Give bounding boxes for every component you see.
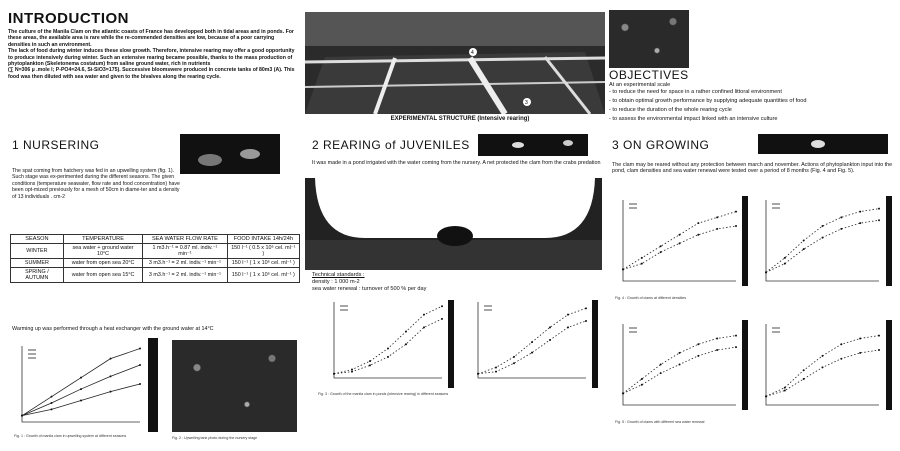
- warming-note: Warming up was performed through a heat exchanger with the ground water at 14°C: [12, 326, 214, 332]
- data-point: [716, 349, 718, 351]
- data-point: [859, 352, 861, 354]
- chart-axis: [766, 200, 879, 281]
- fig5a-growth-chart: [615, 318, 740, 413]
- data-point: [622, 268, 624, 270]
- data-point: [423, 314, 425, 316]
- data-point: [585, 320, 587, 322]
- data-point: [679, 352, 681, 354]
- data-point: [641, 378, 643, 380]
- data-point: [333, 373, 335, 375]
- data-point: [531, 352, 533, 354]
- data-point: [840, 216, 842, 218]
- series-line: [766, 336, 879, 397]
- chart-axis: [478, 302, 586, 378]
- data-point: [803, 248, 805, 250]
- data-point: [110, 375, 112, 377]
- pond-structure-illustration: [305, 12, 605, 114]
- series-line: [766, 220, 879, 272]
- data-point: [840, 358, 842, 360]
- data-point: [351, 369, 353, 371]
- intro-title: INTRODUCTION: [8, 10, 129, 27]
- series-line: [334, 306, 442, 374]
- data-point: [441, 318, 443, 320]
- data-point: [840, 343, 842, 345]
- data-point: [660, 364, 662, 366]
- data-point: [697, 234, 699, 236]
- fig4-caption: Fig. 4 : Growth of clams at different densities: [615, 296, 687, 300]
- data-point: [513, 356, 515, 358]
- objective-item: - to reduce the need for space in a rather confined littoral environment: [609, 89, 782, 96]
- pond-net-photo: [305, 178, 602, 270]
- experimental-structure-photo: [305, 12, 605, 114]
- growing-header-photo: [758, 134, 888, 154]
- nursering-text: The spat coming from hatchery was fed in an upwelling system (fig. 1). Such stage was ex-perimented during the different seasons. The given conditions (temperature seawater, flow rate and food concentration) have been opt-mized previously for a mesh of 50cm in diame-ter and a density of 13 individuals . cm-2: [12, 168, 180, 200]
- series-line: [766, 209, 879, 273]
- tech-renewal: sea water renewal : turnover of 500 % per day: [312, 286, 427, 292]
- data-point: [405, 343, 407, 345]
- series-line: [623, 212, 736, 270]
- data-point: [735, 225, 737, 227]
- svg-text:3: 3: [525, 100, 528, 106]
- upwelling-photo: [180, 134, 280, 174]
- fig4b-side-bar: [886, 196, 892, 286]
- growing-text: The clam may be reared without any protection between march and november. Actions of phytoplankton input into the pond, clam densities and sea water renewal were tested over a period of 8 months (Fig. 4 and Fig. 5).: [612, 162, 893, 175]
- objectives-section: [609, 68, 894, 128]
- data-point: [139, 348, 141, 350]
- data-point: [784, 263, 786, 265]
- data-point: [878, 208, 880, 210]
- data-point: [822, 355, 824, 357]
- intro-section: [8, 10, 298, 130]
- data-point: [716, 228, 718, 230]
- fig4a-growth-chart: [615, 194, 740, 289]
- intro-paragraph-3: (∑ N=306 µ .mole l; P-PO4=24.6, Si-SiO3=175). Successive bloomswere produced in concrete tanks of 80m3 (A). This food was then diluted with sea water and given to the bivalves along the rearing cycle.: [8, 67, 295, 80]
- data-point: [859, 222, 861, 224]
- data-point: [840, 228, 842, 230]
- data-point: [641, 257, 643, 259]
- data-point: [784, 257, 786, 259]
- data-point: [641, 384, 643, 386]
- season-table: [10, 234, 300, 283]
- data-point: [679, 242, 681, 244]
- series-line: [478, 308, 586, 373]
- data-point: [765, 395, 767, 397]
- chart-axis: [22, 346, 140, 422]
- data-point: [660, 251, 662, 253]
- data-point: [495, 366, 497, 368]
- data-point: [110, 391, 112, 393]
- data-point: [878, 335, 880, 337]
- table-header: TEMPERATURE: [63, 235, 142, 244]
- data-point: [660, 372, 662, 374]
- fig1-growth-chart: [14, 340, 144, 430]
- data-point: [660, 245, 662, 247]
- data-point: [139, 383, 141, 385]
- data-point: [80, 377, 82, 379]
- data-point: [567, 326, 569, 328]
- chart-axis: [334, 302, 442, 378]
- fig5a-side-bar: [742, 320, 748, 410]
- data-point: [549, 339, 551, 341]
- table-row: WINTER sea water + ground water 10°C 1 m3.h⁻¹ = 0.87 ml. indiv.⁻¹ min⁻¹ 150 l⁻¹ ( 0.5 x 10⁶ cel. ml⁻¹ ): [11, 244, 300, 259]
- data-point: [697, 222, 699, 224]
- data-point: [859, 211, 861, 213]
- fig5b-side-bar: [886, 320, 892, 410]
- data-point: [641, 263, 643, 265]
- data-point: [441, 305, 443, 307]
- objective-item: - to obtain optimal growth performance by supplying adequate quantities of food: [609, 98, 807, 105]
- data-point: [803, 369, 805, 371]
- fig3-side-bar: [448, 300, 454, 388]
- data-point: [878, 349, 880, 351]
- data-point: [735, 335, 737, 337]
- data-point: [859, 337, 861, 339]
- fig5b-growth-chart: [758, 318, 883, 413]
- data-point: [21, 415, 23, 417]
- fig3-caption: Fig. 3 : Growth of the manila clam in ponds (intensive rearing) in different seasons: [318, 392, 449, 396]
- growing-title: 3 ON GROWING: [612, 138, 710, 152]
- data-point: [803, 378, 805, 380]
- nursery-tank-photo: [172, 340, 297, 432]
- data-point: [567, 314, 569, 316]
- tech-density: density : 1 000 m-2: [312, 279, 360, 285]
- data-point: [697, 355, 699, 357]
- data-point: [679, 234, 681, 236]
- table-header: SEA WATER FLOW RATE: [143, 235, 227, 244]
- data-point: [495, 371, 497, 373]
- data-point: [51, 408, 53, 410]
- data-point: [351, 371, 353, 373]
- intro-paragraph-2: The lack of food during winter induces these slow growth. Therefore, intensive rearing may offer a good opportunity to produce intensively during winter. Such an extensive rearing became possible, thanks to the mass production of phytoplankton (Skeletonema costatum) from saline ground water, rich in nutrients: [8, 48, 295, 68]
- data-point: [679, 364, 681, 366]
- data-point: [622, 392, 624, 394]
- objective-item: - to assess the environmental impact linked with an intensive culture: [609, 116, 778, 123]
- fig2-caption: Fig. 2 : Upwelling tank photo during the nursery stage: [172, 436, 258, 440]
- data-point: [477, 373, 479, 375]
- data-point: [878, 219, 880, 221]
- data-point: [139, 364, 141, 366]
- fig4a-side-bar: [742, 196, 748, 286]
- data-point: [80, 399, 82, 401]
- table-row: SPRING / AUTUMN water from open sea 15°C 3 m3.h⁻¹ = 2 ml. indiv.⁻¹ min⁻¹ 150 l⁻¹ ( 1 x 10⁶ cel. ml⁻¹ ): [11, 268, 300, 283]
- fig1-caption: Fig. 1 : Growth of manila clam in upwelling system at different seasons: [14, 434, 127, 438]
- data-point: [716, 216, 718, 218]
- series-line: [623, 226, 736, 269]
- rearing-header-photo: [478, 134, 588, 156]
- tech-title: Technical standards :: [312, 272, 365, 278]
- rearing-title: 2 REARING of JUVENILES: [312, 138, 470, 152]
- data-point: [387, 347, 389, 349]
- data-point: [80, 388, 82, 390]
- svg-text:4: 4: [471, 50, 474, 56]
- data-point: [697, 343, 699, 345]
- data-point: [51, 396, 53, 398]
- series-line: [766, 350, 879, 396]
- data-point: [549, 326, 551, 328]
- data-point: [387, 356, 389, 358]
- data-point: [784, 387, 786, 389]
- data-point: [822, 225, 824, 227]
- data-point: [716, 337, 718, 339]
- data-point: [513, 362, 515, 364]
- series-line: [334, 319, 442, 374]
- data-point: [822, 366, 824, 368]
- objectives-list: [609, 88, 894, 124]
- nursering-title: 1 NURSERING: [12, 138, 100, 152]
- fig3a-growth-chart: [326, 296, 446, 386]
- crab-icon: [437, 226, 473, 246]
- experimental-structure-caption: EXPERIMENTAL STRUCTURE (Intensive rearing): [390, 116, 530, 122]
- series-line: [22, 365, 140, 416]
- series-line: [623, 347, 736, 393]
- table-header: FOOD INTAKE 14h/24h: [227, 235, 299, 244]
- objectives-title: OBJECTIVES: [609, 68, 689, 82]
- data-point: [803, 240, 805, 242]
- objective-item: - to reduce the duration of the whole rearing cycle: [609, 107, 732, 114]
- series-line: [478, 321, 586, 374]
- data-point: [110, 358, 112, 360]
- chart-axis: [766, 324, 879, 405]
- data-point: [585, 307, 587, 309]
- fig4b-growth-chart: [758, 194, 883, 289]
- tech-standards: [312, 272, 592, 293]
- data-point: [531, 341, 533, 343]
- intro-paragraph-1: The culture of the Manila Clam on the atlantic coasts of France has developped both in tidal areas and in ponds. For these areas, the available area is rare while the re-commended densities are low, because of a poor carrying densities in such an environment.: [8, 29, 294, 48]
- data-point: [735, 211, 737, 213]
- data-point: [765, 271, 767, 273]
- data-point: [735, 346, 737, 348]
- data-point: [369, 360, 371, 362]
- data-point: [369, 364, 371, 366]
- rearing-text: It was made in a pond irrigated with the water coming from the nursery. A net protected the clam from the crabs predation: [312, 160, 601, 166]
- chart-axis: [623, 200, 736, 281]
- table-header: SEASON: [11, 235, 64, 244]
- objectives-lead: At an experimental scale: [609, 82, 671, 88]
- fig3b-growth-chart: [470, 296, 590, 386]
- series-line: [22, 349, 140, 416]
- objectives-photo: [609, 10, 689, 68]
- fig5-caption: Fig. 5 : Growth of clams with different sea water renewal: [615, 420, 705, 424]
- table-row: SUMMER water from open sea 20°C 3 m3.h⁻¹ = 2 ml. indiv.⁻¹ min⁻¹ 150 l⁻¹ ( 1 x 10⁶ cel. ml⁻¹ ): [11, 259, 300, 268]
- fig3b-side-bar: [592, 300, 598, 388]
- data-point: [784, 390, 786, 392]
- data-point: [51, 402, 53, 404]
- fig1-side-bar: [148, 338, 158, 432]
- data-point: [405, 331, 407, 333]
- data-point: [423, 326, 425, 328]
- data-point: [822, 237, 824, 239]
